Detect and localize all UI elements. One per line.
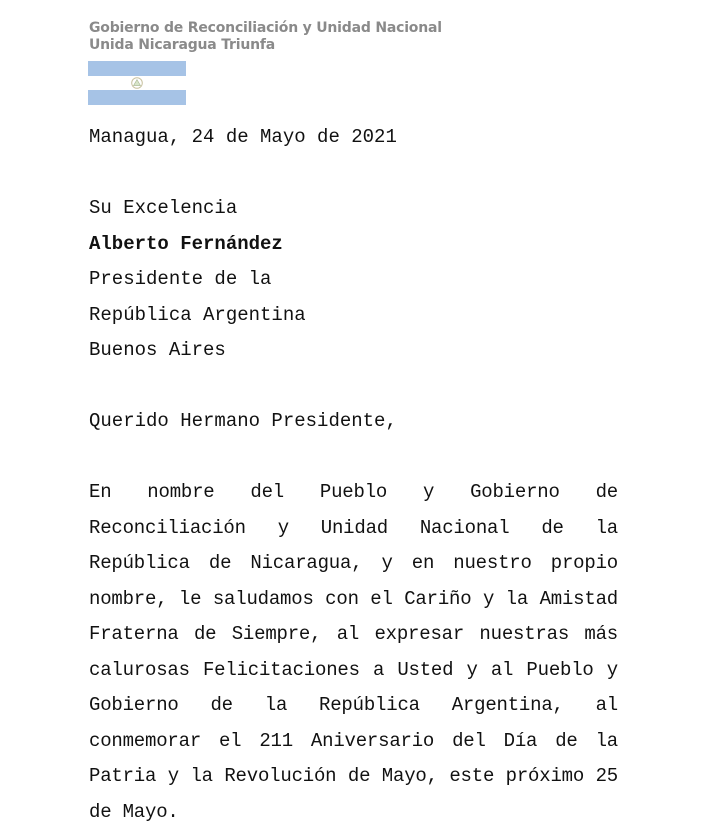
spacer (89, 440, 618, 476)
nicaragua-flag-icon (88, 61, 186, 105)
letter-date: Managua, 24 de Mayo de 2021 (89, 126, 397, 148)
flag-white-band (88, 76, 186, 91)
body-paragraph: En nombre del Pueblo y Gobierno de Reconciliación y Unidad Nacional de la República de Nicaragua, y en nuestro propio nombre, le saludamos con el Cariño y la Amistad Fraterna de Siempre, al expresar nuestras más calurosas Felicitaciones a Usted y al Pueblo y Gobierno de la República Argentina, al conmemorar el 211 Aniversario del Día de la Patria y la Revolución de Mayo, este próximo 25 de Mayo. (89, 481, 618, 823)
recipient-role-line-1: Presidente de la (89, 268, 272, 290)
letterhead-government-name: Gobierno de Reconciliación y Unidad Nacional (89, 20, 442, 36)
recipient-city: Buenos Aires (89, 339, 226, 361)
recipient-role-line-2: República Argentina (89, 303, 306, 326)
greeting: Querido Hermano Presidente, (89, 410, 397, 432)
coat-of-arms-icon (130, 77, 145, 89)
recipient-name: Alberto Fernández (89, 232, 283, 255)
spacer (89, 369, 618, 405)
flag-bottom-blue-band (88, 90, 186, 105)
salutation-title: Su Excelencia (89, 197, 238, 219)
letterhead-slogan: Unida Nicaragua Triunfa (89, 37, 275, 53)
letter-body (89, 120, 618, 830)
letterhead (89, 20, 442, 54)
flag-top-blue-band (88, 61, 186, 76)
spacer (89, 156, 618, 192)
